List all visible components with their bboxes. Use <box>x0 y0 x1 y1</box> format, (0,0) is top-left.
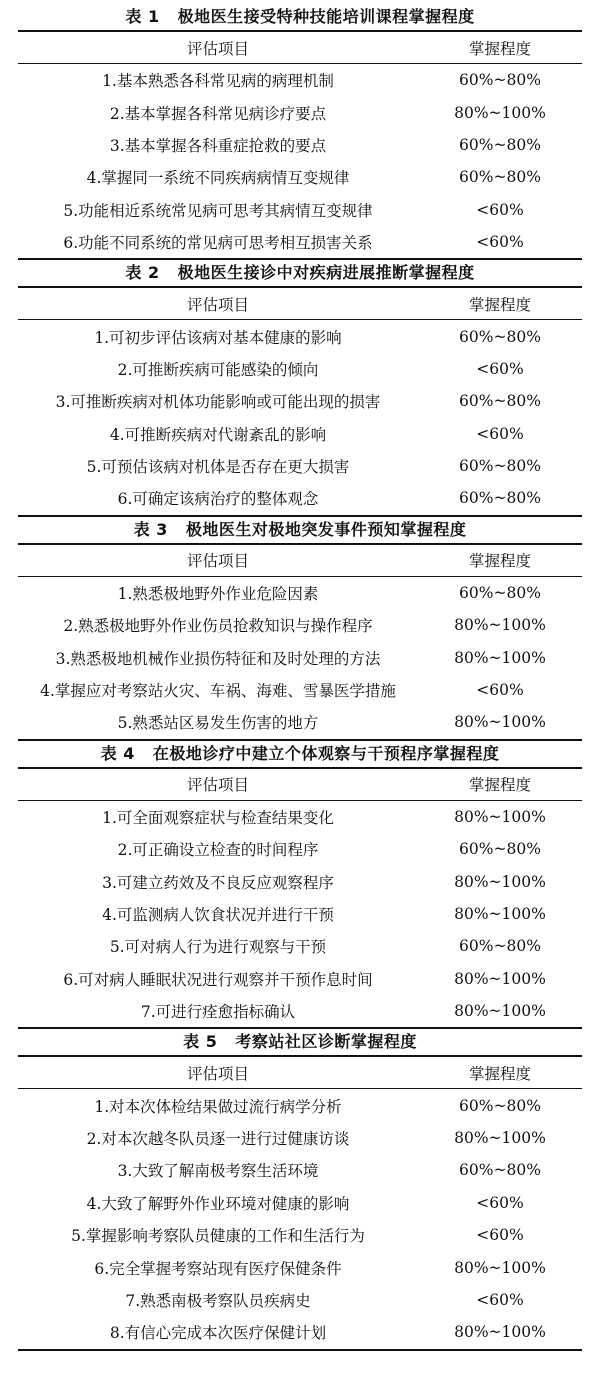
table-row <box>18 833 582 865</box>
table-row <box>18 226 582 260</box>
level-cell: 80%~100% <box>454 872 546 891</box>
level-cell: 60%~80% <box>459 840 541 859</box>
item-cell: 4.掌握同一系统不同疾病病情互变规律 <box>86 169 350 188</box>
table-row <box>18 1316 582 1350</box>
column-header-level: 掌握程度 <box>468 552 531 571</box>
table-row <box>18 1251 582 1283</box>
level-cell: 80%~100% <box>454 1002 546 1021</box>
table-row <box>18 1089 582 1121</box>
column-header-item: 评估项目 <box>186 295 249 314</box>
item-cell: 4.掌握应对考察站火灾、车祸、海难、雪暴医学措施 <box>40 682 396 701</box>
table-title-text: 极地医生接受特种技能培训课程掌握程度 <box>177 7 475 26</box>
level-cell: <60% <box>476 1290 524 1309</box>
table-row <box>18 161 582 193</box>
level-cell: 60%~80% <box>459 457 541 476</box>
table-header-row <box>18 288 582 320</box>
table-row <box>18 706 582 740</box>
level-cell: 80%~100% <box>454 713 546 732</box>
item-cell: 1.基本熟悉各科常见病的病理机制 <box>102 72 334 91</box>
item-cell: 3.可建立药效及不良反应观察程序 <box>102 873 334 892</box>
table-row <box>18 641 582 673</box>
table-header-row <box>18 1057 582 1089</box>
table-2 <box>18 260 582 516</box>
table-number: 表 1 <box>125 7 160 26</box>
item-cell: 2.对本次越冬队员逐一进行过健康访谈 <box>86 1129 350 1148</box>
item-cell: 5.功能相近系统常见病可思考其病情互变规律 <box>63 201 373 220</box>
table-row <box>18 64 582 96</box>
level-cell: 60%~80% <box>459 1161 541 1180</box>
table-row <box>18 801 582 833</box>
table-row <box>18 1187 582 1219</box>
item-cell: 6.完全掌握考察站现有医疗保健条件 <box>94 1259 342 1278</box>
table-title-text: 考察站社区诊断掌握程度 <box>235 1032 417 1052</box>
level-cell: <60% <box>476 424 524 443</box>
item-cell: 4.可监测病人饮食状况并进行干预 <box>102 906 334 924</box>
level-cell: <60% <box>476 1193 524 1212</box>
column-header-level: 掌握程度 <box>468 1064 531 1083</box>
table-title-text: 极地医生接诊中对疾病进展推断掌握程度 <box>177 263 475 283</box>
level-cell: 60%~80% <box>459 392 541 411</box>
table-row <box>18 320 582 352</box>
table-row <box>18 129 582 161</box>
table-row <box>18 194 582 226</box>
level-cell: 80%~100% <box>454 648 546 667</box>
table-row <box>18 577 582 609</box>
table-title-text: 极地医生对极地突发事件预知掌握程度 <box>185 519 467 539</box>
level-cell: 60%~80% <box>459 937 541 956</box>
table-title <box>18 4 582 32</box>
level-cell: 80%~100% <box>454 1323 546 1342</box>
item-cell: 5.可预估该病对机体是否存在更大损害 <box>86 458 350 477</box>
table-row <box>18 353 582 385</box>
table-4 <box>18 741 582 1030</box>
table-row <box>18 898 582 930</box>
item-cell: 1.对本次体检结果做过流行病学分析 <box>94 1097 342 1116</box>
item-cell: 4.大致了解野外作业环境对健康的影响 <box>86 1194 350 1213</box>
column-header-level: 掌握程度 <box>468 776 531 795</box>
table-header-row <box>18 769 582 801</box>
item-cell: 6.可对病人睡眠状况进行观察并干预作息时间 <box>63 970 373 989</box>
item-cell: 7.可进行痊愈指标确认 <box>140 1003 296 1022</box>
table-row <box>18 1284 582 1316</box>
table-number: 表 2 <box>125 263 160 283</box>
table-1 <box>18 4 582 260</box>
level-cell: 60%~80% <box>459 489 541 508</box>
level-cell: 80%~100% <box>454 1258 546 1277</box>
level-cell: <60% <box>476 1226 524 1245</box>
level-cell: <60% <box>476 681 524 700</box>
table-row <box>18 963 582 995</box>
table-row <box>18 674 582 706</box>
level-cell: 60%~80% <box>459 168 541 187</box>
table-row <box>18 450 582 482</box>
item-cell: 2.可推断疾病可能感染的倾向 <box>117 360 319 379</box>
item-cell: 5.熟悉站区易发生伤害的地方 <box>117 714 319 733</box>
level-cell: 60%~80% <box>459 71 541 90</box>
table-row <box>18 995 582 1029</box>
level-cell: 80%~100% <box>454 807 546 826</box>
level-cell: <60% <box>476 233 524 252</box>
level-cell: 60%~80% <box>459 327 541 346</box>
item-cell: 2.熟悉极地野外作业伤员抢救知识与操作程序 <box>63 617 373 636</box>
level-cell: 80%~100% <box>454 905 546 923</box>
item-cell: 7.熟悉南极考察队员疾病史 <box>125 1291 311 1310</box>
item-cell: 6.可确定该病治疗的整体观念 <box>117 490 319 509</box>
level-cell: 60%~80% <box>459 135 541 154</box>
table-title <box>18 517 582 545</box>
column-header-level: 掌握程度 <box>468 295 531 314</box>
item-cell: 1.可初步评估该病对基本健康的影响 <box>94 328 342 347</box>
table-number: 表 3 <box>133 519 168 539</box>
level-cell: 80%~100% <box>454 103 546 122</box>
level-cell: <60% <box>476 359 524 378</box>
item-cell: 6.功能不同系统的常见病可思考相互损害关系 <box>63 234 373 253</box>
column-header-item: 评估项目 <box>186 39 249 58</box>
level-cell: 80%~100% <box>454 616 546 635</box>
item-cell: 8.有信心完成本次医疗保健计划 <box>109 1324 327 1343</box>
table-title-text: 在极地诊疗中建立个体观察与干预程序掌握程度 <box>152 743 500 763</box>
table-title <box>18 1029 582 1057</box>
item-cell: 5.掌握影响考察队员健康的工作和生活行为 <box>71 1227 365 1246</box>
column-header-item: 评估项目 <box>186 1064 249 1083</box>
level-cell: 80%~100% <box>454 1128 546 1147</box>
item-cell: 1.可全面观察症状与检查结果变化 <box>102 808 334 827</box>
level-cell: 60%~80% <box>459 1096 541 1115</box>
table-row <box>18 482 582 516</box>
item-cell: 3.大致了解南极考察生活环境 <box>117 1162 319 1181</box>
table-row <box>18 385 582 417</box>
table-row <box>18 1122 582 1154</box>
table-row <box>18 609 582 641</box>
item-cell: 4.可推断疾病对代谢紊乱的影响 <box>109 425 327 444</box>
table-row <box>18 865 582 897</box>
table-header-row <box>18 32 582 64</box>
level-cell: 80%~100% <box>454 969 546 988</box>
level-cell: 60%~80% <box>459 583 541 602</box>
table-number: 表 5 <box>183 1032 218 1052</box>
table-5 <box>18 1029 582 1350</box>
table-3 <box>18 517 582 741</box>
item-cell: 3.熟悉极地机械作业损伤特征和及时处理的方法 <box>55 649 381 668</box>
item-cell: 5.可对病人行为进行观察与干预 <box>109 938 327 957</box>
item-cell: 1.熟悉极地野外作业危险因素 <box>117 584 319 603</box>
table-row <box>18 1154 582 1186</box>
table-header-row <box>18 545 582 577</box>
table-row <box>18 418 582 450</box>
column-header-item: 评估项目 <box>186 552 249 571</box>
item-cell: 3.可推断疾病对机体功能影响或可能出现的损害 <box>55 393 381 412</box>
item-cell: 2.可正确设立检查的时间程序 <box>117 841 319 860</box>
item-cell: 2.基本掌握各科常见病诊疗要点 <box>109 104 327 123</box>
level-cell: <60% <box>476 200 524 219</box>
column-header-level: 掌握程度 <box>468 39 531 58</box>
column-header-item: 评估项目 <box>186 776 249 795</box>
table-number: 表 4 <box>100 743 135 763</box>
table-title <box>18 741 582 769</box>
table-row <box>18 96 582 128</box>
table-row <box>18 930 582 962</box>
table-row <box>18 1219 582 1251</box>
table-title <box>18 260 582 288</box>
item-cell: 3.基本掌握各科重症抢救的要点 <box>109 136 327 155</box>
